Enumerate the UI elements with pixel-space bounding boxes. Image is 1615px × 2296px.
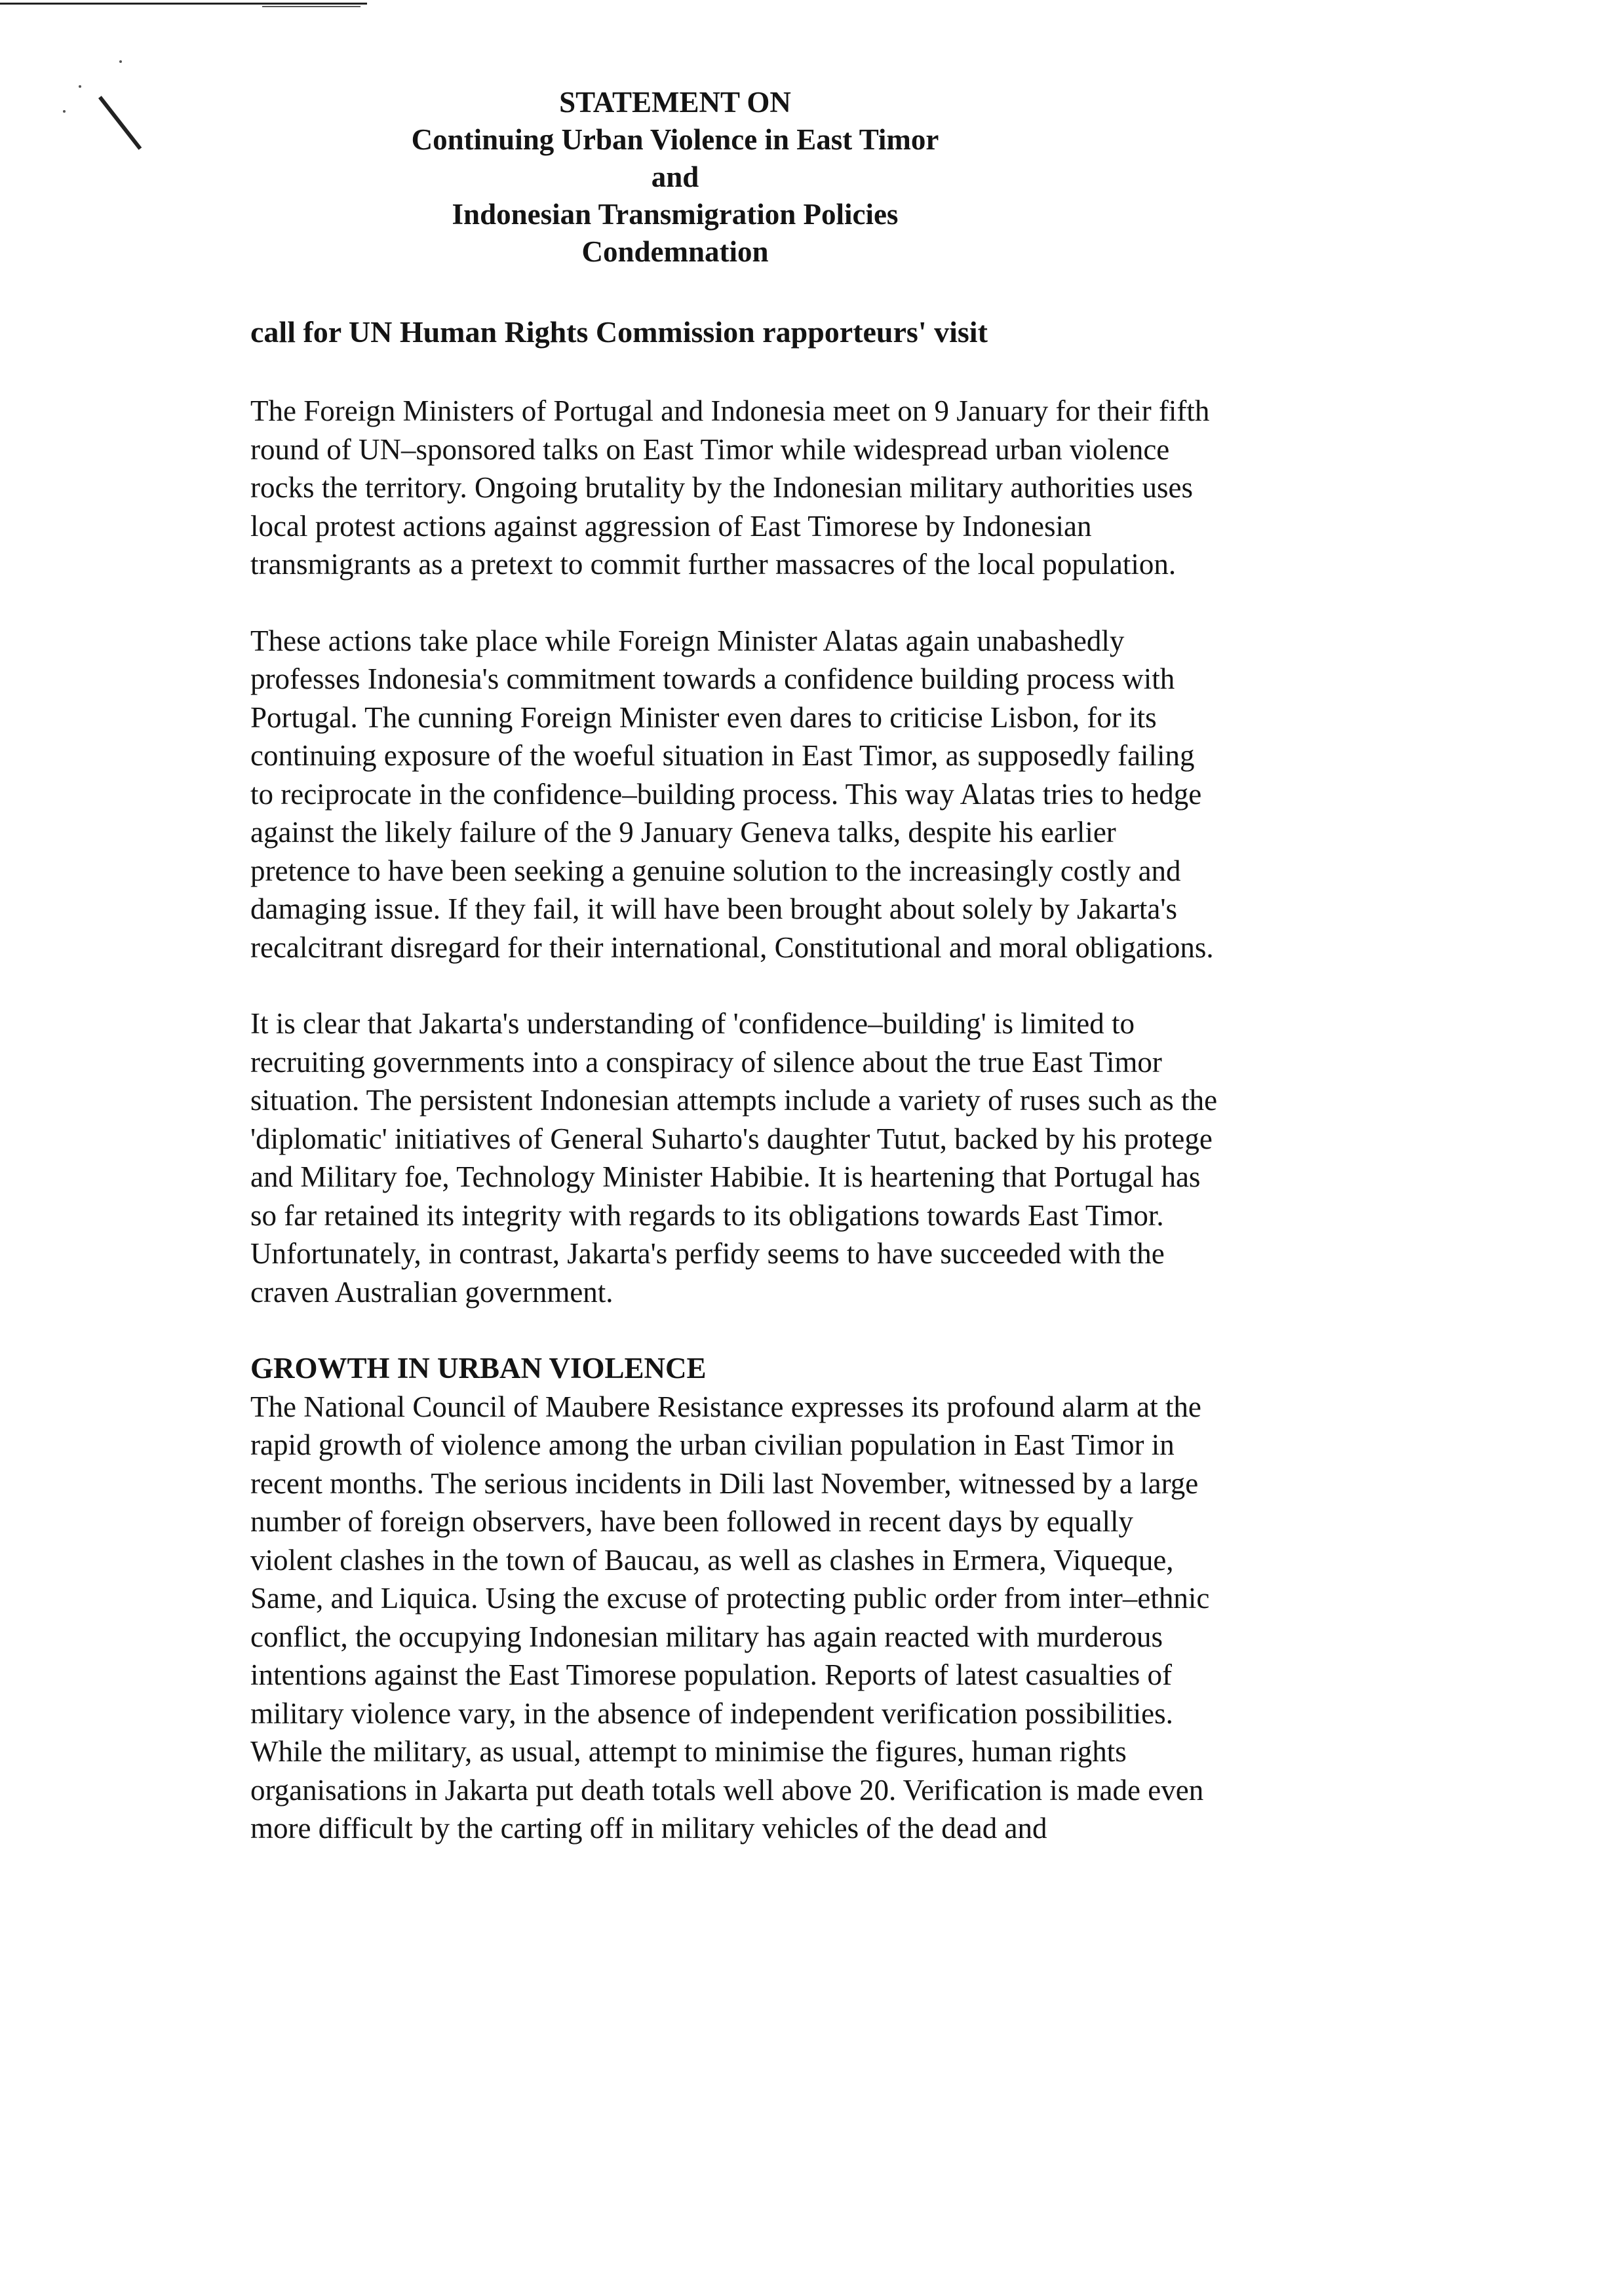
section-paragraph: The National Council of Maubere Resistance expresses its profound alarm at the rapid growth of violence among the urban civilian population in East Timor in recent months. The serious incidents in Dili last November, witnessed by a large number of foreign observers, have been followed in recent days by equally violent clashes in the town of Baucau, as well as clashes in Ermera, Viqueque, Same, and Liquica. Using the excuse of protecting public order from inter–ethnic conflict, the occupying Indonesian military has again reacted with murderous intentions against the East Timorese population. Reports of latest casualties of military violence vary, in the absence of independent verification possibilities. While the military, as usual, attempt to minimise the figures, human rights organisations in Jakarta put death totals well above 20. Verification is made even more difficult by the carting off in military vehicles of the dead and <box>250 1390 1210 1845</box>
body-paragraph: The Foreign Ministers of Portugal and Indonesia meet on 9 January for their fifth round of UN–sponsored talks on East Timor while widespread urban violence rocks the territory. Ongoing brutality by the Indonesian military authorities uses local protest actions against aggression of East Timorese by Indonesian transmigrants as a pretext to commit further massacres of the local population. <box>250 394 1210 581</box>
section-heading: GROWTH IN URBAN VIOLENCE <box>250 1352 707 1385</box>
title-line: Continuing Urban Violence in East Timor <box>411 123 939 156</box>
document-subheading: call for UN Human Rights Commission rapporteurs' visit <box>250 315 988 349</box>
body-paragraph: It is clear that Jakarta's understanding of 'confidence–building' is limited to recruiting governments into a conspiracy of silence about the true East Timor situation. The persistent Indonesian attempts include a variety of ruses such as the 'diplomatic' initiatives of General Suharto's daughter Tutut, backed by his protege and Military foe, Technology Minister Habibie. It is heartening that Portugal has so far retained its integrity with regards to its obligations towards East Timor. Unfortunately, in contrast, Jakarta's perfidy seems to have succeeded with the craven Australian government. <box>250 1007 1218 1309</box>
title-line: Indonesian Transmigration Policies <box>452 198 899 231</box>
scan-edge-line-short <box>262 6 360 7</box>
body-paragraph: These actions take place while Foreign Minister Alatas again unabashedly professes Indonesia's commitment towards a confidence building process with Portugal. The cunning Foreign Minister even dares to criticise Lisbon, for its continuing exposure of the woeful situation in East Timor, as supposedly failing to reciprocate in the confidence–building process. This way Alatas tries to hedge against the likely failure of the 9 January Geneva talks, despite his earlier pretence to have been seeking a genuine solution to the increasingly costly and damaging issue. If they fail, it will have been brought about solely by Jakarta's recalcitrant disregard for their international, Constitutional and moral obligations. <box>250 624 1214 964</box>
title-line: and <box>651 161 699 193</box>
title-line: Condemnation <box>581 235 769 268</box>
document-body <box>250 392 1220 1886</box>
speck <box>119 60 122 63</box>
title-line: STATEMENT ON <box>559 86 791 119</box>
scan-edge-line <box>0 3 367 5</box>
document-title <box>0 84 1350 271</box>
